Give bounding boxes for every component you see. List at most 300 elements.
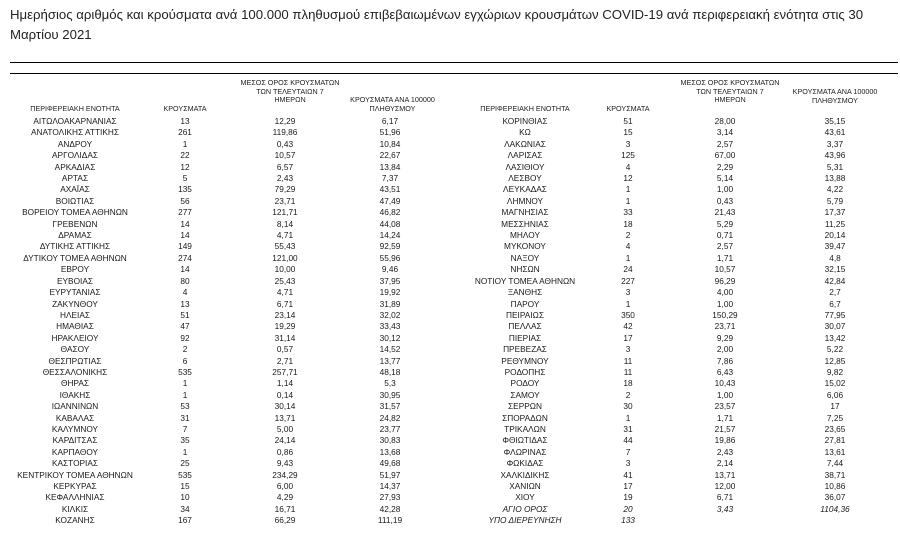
table-row (0, 196, 450, 207)
cell-avg-7-days: 6,71 (716, 492, 734, 503)
cell-cases: 125 (621, 150, 635, 161)
cell-avg-7-days: 3,14 (716, 127, 734, 138)
document-title: Ημερήσιος αριθμός και κρούσματα ανά 100.000 πληθυσμού επιβεβαιωμένων εγχώριων κρουσμάτων COVID-19 ανά περιφερειακή ενότητα στις 30 Μαρτίου 2021 (10, 7, 864, 42)
cell-unit-name: ΚΑΡΔΙΤΣΑΣ (52, 435, 98, 446)
header-per100k-right: ΚΡΟΥΣΜΑΤΑ ΑΝΑ 100000 ΠΛΗΘΥΣΜΟΥ (792, 87, 878, 105)
cell-cases: 15 (180, 481, 190, 491)
table-row (450, 219, 900, 230)
cell-cases-per-100k: 6,06 (826, 389, 844, 400)
cell-cases-per-100k: 30,07 (824, 321, 846, 332)
table-row (450, 127, 900, 138)
cell-unit-name: ΜΗΛΟΥ (510, 230, 540, 241)
cell-avg-7-days: 1,71 (716, 412, 734, 423)
cell-cases: 22 (180, 150, 190, 161)
cell-cases-per-100k: 44,08 (379, 218, 401, 229)
cell-cases: 535 (178, 366, 192, 377)
cell-cases: 12 (623, 173, 633, 184)
cell-cases: 18 (623, 378, 633, 389)
cell-avg-7-days: 12,29 (274, 116, 296, 126)
cell-avg-7-days: 1,14 (276, 378, 294, 389)
cell-unit-name: ΦΩΚΙΔΑΣ (506, 458, 544, 469)
cell-cases: 167 (178, 515, 192, 526)
cell-unit-name: ΒΟΙΩΤΙΑΣ (55, 195, 95, 206)
cell-cases: 31 (623, 423, 633, 434)
header-cases-left: ΚΡΟΥΣΜΑΤΑ (163, 104, 207, 113)
cell-avg-7-days: 21,57 (714, 423, 736, 434)
cell-avg-7-days: 1,00 (716, 184, 734, 195)
cell-unit-name: ΚΑΒΑΛΑΣ (55, 412, 95, 423)
cell-unit-name: ΠΕΙΡΑΙΩΣ (506, 309, 544, 320)
cell-cases: 1 (182, 138, 188, 149)
cell-avg-7-days: 5,14 (716, 173, 734, 184)
cell-avg-7-days: 2,57 (716, 138, 734, 149)
cell-avg-7-days: 4,00 (716, 287, 734, 298)
cell-avg-7-days: 6,43 (716, 366, 734, 377)
cell-unit-name: ΤΡΙΚΑΛΩΝ (504, 423, 546, 434)
cell-cases-per-100k: 14,52 (379, 344, 401, 355)
cell-cases-per-100k: 5,31 (826, 161, 844, 172)
cell-avg-7-days: 23,14 (274, 309, 296, 320)
cell-unit-name: ΜΑΓΝΗΣΙΑΣ (501, 207, 549, 218)
cell-unit-name: ΘΕΣΣΑΛΟΝΙΚΗΣ (42, 366, 108, 377)
header-per100k-left: ΚΡΟΥΣΜΑΤΑ ΑΝΑ 100000 ΠΛΗΘΥΣΜΟΥ (350, 95, 435, 113)
cell-unit-name: ΑΡΚΑΔΙΑΣ (54, 161, 96, 172)
table-row (0, 333, 450, 344)
cell-cases: 41 (623, 469, 633, 480)
cell-avg-7-days: 23,71 (714, 321, 736, 332)
cell-unit-name: ΡΟΔΟΥ (510, 378, 540, 389)
cell-avg-7-days: 23,57 (714, 401, 736, 412)
table-row (0, 162, 450, 173)
cell-unit-name: ΧΑΝΙΩΝ (509, 481, 541, 491)
table-row (0, 424, 450, 435)
cell-cases-per-100k: 31,89 (379, 298, 401, 309)
table-row (0, 504, 450, 515)
cell-avg-7-days: 121,00 (272, 252, 298, 263)
cell-cases-per-100k: 7,44 (826, 458, 844, 469)
cell-cases: 13 (180, 116, 190, 126)
cell-unit-name: ΠΙΕΡΙΑΣ (508, 332, 542, 343)
table-row (0, 344, 450, 355)
table-row (0, 299, 450, 310)
cell-unit-name: ΛΕΥΚΑΔΑΣ (503, 184, 547, 195)
cell-cases-per-100k: 33,43 (379, 321, 401, 332)
cell-cases-per-100k: 32,02 (379, 309, 401, 320)
cell-cases: 14 (180, 230, 190, 241)
cell-unit-name: ΘΑΣΟΥ (60, 344, 90, 355)
cell-cases-per-100k: 5,22 (826, 344, 844, 355)
cell-unit-name: ΠΑΡΟΥ (510, 298, 540, 309)
cell-cases-per-100k: 4,22 (826, 184, 844, 195)
cell-cases-per-100k: 43,96 (824, 150, 846, 161)
cell-unit-name: ΧΑΛΚΙΔΙΚΗΣ (500, 469, 550, 480)
cell-avg-7-days: 9,29 (716, 332, 734, 343)
cell-avg-7-days: 0,43 (716, 195, 734, 206)
cell-avg-7-days: 19,86 (714, 435, 736, 446)
cell-unit-name: ΙΩΑΝΝΙΝΩΝ (51, 401, 99, 412)
cell-cases: 2 (625, 389, 631, 400)
cell-cases-per-100k: 49,68 (379, 458, 401, 469)
cell-avg-7-days: 79,29 (274, 184, 296, 195)
table-row (450, 378, 900, 389)
cell-cases-per-100k: 51,97 (379, 469, 401, 480)
cell-unit-name: ΛΑΣΙΘΙΟΥ (505, 161, 545, 172)
table-row (0, 207, 450, 218)
table-row (0, 241, 450, 252)
cell-unit-name: ΛΗΜΝΟΥ (506, 195, 544, 206)
cell-unit-name: ΠΡΕΒΕΖΑΣ (503, 344, 547, 355)
table-row (0, 310, 450, 321)
cell-avg-7-days: 24,14 (274, 435, 296, 446)
cell-cases: 4 (625, 241, 631, 252)
cell-avg-7-days: 10,00 (274, 264, 296, 275)
cell-unit-name: ΗΛΕΙΑΣ (59, 309, 91, 320)
cell-avg-7-days: 31,14 (274, 332, 296, 343)
cell-avg-7-days: 234,29 (272, 469, 298, 480)
cell-cases-per-100k: 13,77 (379, 355, 401, 366)
cell-cases: 20 (623, 503, 633, 514)
cell-unit-name: ΑΧΑΪΑΣ (60, 184, 90, 195)
cell-avg-7-days: 2,43 (276, 173, 294, 184)
cell-unit-name: ΔΥΤΙΚΗΣ ΑΤΤΙΚΗΣ (39, 241, 111, 252)
table-row (0, 184, 450, 195)
cell-cases-per-100k: 47,49 (379, 195, 401, 206)
cell-cases: 12 (180, 161, 190, 172)
cell-cases: 3 (625, 458, 631, 469)
cell-cases-per-100k: 77,95 (824, 309, 846, 320)
cell-unit-name: ΚΩ (519, 127, 531, 138)
cell-cases: 274 (178, 252, 192, 263)
cell-avg-7-days: 150,29 (712, 309, 738, 320)
cell-unit-name: ΦΛΩΡΙΝΑΣ (503, 446, 547, 457)
cell-unit-name: ΦΘΙΩΤΙΔΑΣ (502, 435, 548, 446)
table-row (0, 447, 450, 458)
cell-cases-per-100k: 46,82 (379, 207, 401, 218)
table-row (450, 264, 900, 275)
table-row (450, 401, 900, 412)
cell-cases-per-100k: 10,86 (824, 481, 846, 491)
cell-cases: 18 (623, 218, 633, 229)
cell-cases-per-100k: 1104,36 (820, 503, 850, 514)
cell-cases: 80 (180, 275, 190, 286)
table-row (450, 241, 900, 252)
cell-cases-per-100k: 43,61 (824, 127, 846, 138)
top-rule (10, 62, 898, 63)
cell-unit-name: ΔΥΤΙΚΟΥ ΤΟΜΕΑ ΑΘΗΝΩΝ (23, 252, 127, 263)
table-row (450, 173, 900, 184)
cell-unit-name: ΣΑΜΟΥ (510, 389, 540, 400)
cell-unit-name: ΛΑΡΙΣΑΣ (507, 150, 543, 161)
cell-cases: 53 (180, 401, 190, 412)
table-row (0, 390, 450, 401)
cell-avg-7-days: 23,71 (274, 195, 296, 206)
cell-unit-name: ΣΠΟΡΑΔΩΝ (502, 412, 548, 423)
cell-cases-per-100k: 6,7 (829, 298, 841, 309)
cell-cases: 3 (625, 138, 631, 149)
cell-cases-per-100k: 11,25 (824, 218, 846, 229)
cell-cases-per-100k: 5,79 (826, 195, 844, 206)
cell-cases-per-100k: 27,81 (824, 435, 846, 446)
cell-cases-per-100k: 42,28 (379, 503, 401, 514)
cell-cases-per-100k: 30,12 (379, 332, 401, 343)
table-row (450, 470, 900, 481)
table-row (450, 504, 900, 515)
table-row (0, 356, 450, 367)
table-row (0, 435, 450, 446)
cell-cases-per-100k: 36,07 (824, 492, 846, 503)
cell-cases: 149 (178, 241, 192, 252)
cell-cases-per-100k: 14,24 (379, 230, 401, 241)
cell-cases: 3 (625, 287, 631, 298)
cell-unit-name: ΝΗΣΩΝ (510, 264, 540, 275)
cell-cases: 19 (623, 492, 633, 503)
cell-cases: 15 (623, 127, 633, 138)
cell-avg-7-days: 3,43 (716, 503, 734, 514)
cell-cases: 3 (625, 344, 631, 355)
header-cases-right: ΚΡΟΥΣΜΑΤΑ (606, 104, 650, 113)
table-row (0, 116, 450, 127)
cell-avg-7-days: 2,00 (716, 344, 734, 355)
cell-unit-name: ΕΥΡΥΤΑΝΙΑΣ (49, 287, 101, 298)
cell-avg-7-days: 10,57 (714, 264, 736, 275)
cell-unit-name: ΑΝΑΤΟΛΙΚΗΣ ΑΤΤΙΚΗΣ (30, 127, 120, 138)
cell-cases: 92 (180, 332, 190, 343)
cell-cases-per-100k: 38,71 (824, 469, 846, 480)
cell-unit-name: ΚΑΣΤΟΡΙΑΣ (51, 458, 99, 469)
table-row (450, 116, 900, 127)
cell-cases-per-100k: 35,15 (824, 116, 846, 126)
cell-avg-7-days: 96,29 (714, 275, 736, 286)
table-row (0, 378, 450, 389)
table-row (450, 424, 900, 435)
table-row (450, 367, 900, 378)
table-row (0, 219, 450, 230)
cell-cases: 2 (182, 344, 188, 355)
table-row (450, 413, 900, 424)
cell-unit-name: ΑΡΤΑΣ (61, 173, 89, 184)
table-row (450, 344, 900, 355)
table-row (450, 196, 900, 207)
cell-cases: 51 (623, 116, 633, 126)
cell-avg-7-days: 25,43 (274, 275, 296, 286)
cell-avg-7-days: 67,00 (714, 150, 736, 161)
cell-avg-7-days: 19,29 (274, 321, 296, 332)
cell-avg-7-days: 16,71 (274, 503, 296, 514)
table-row (450, 150, 900, 161)
cell-unit-name: ΒΟΡΕΙΟΥ ΤΟΜΕΑ ΑΘΗΝΩΝ (22, 207, 128, 218)
cell-unit-name: ΔΡΑΜΑΣ (58, 230, 92, 241)
cell-cases: 47 (180, 321, 190, 332)
table-row (450, 276, 900, 287)
cell-cases-per-100k: 5,3 (384, 378, 396, 389)
cell-cases-per-100k: 39,47 (824, 241, 846, 252)
cell-cases-per-100k: 3,37 (826, 138, 844, 149)
cell-cases-per-100k: 15,02 (824, 378, 846, 389)
cell-avg-7-days: 13,71 (274, 412, 296, 423)
cell-unit-name: ΚΑΛΥΜΝΟΥ (51, 423, 99, 434)
table-row (450, 515, 900, 526)
cell-avg-7-days: 4,71 (276, 287, 294, 298)
table-row (450, 253, 900, 264)
cell-cases: 25 (180, 458, 190, 469)
cell-cases-per-100k: 43,51 (379, 184, 401, 195)
cell-cases: 51 (180, 309, 190, 320)
cell-unit-name: ΚΟΡΙΝΘΙΑΣ (502, 116, 548, 126)
cell-cases-per-100k: 24,82 (379, 412, 401, 423)
cell-cases: 1 (182, 446, 188, 457)
cell-avg-7-days: 2,29 (716, 161, 734, 172)
cell-unit-name: ΕΒΡΟΥ (60, 264, 90, 275)
table-row (450, 310, 900, 321)
cell-unit-name: ΣΕΡΡΩΝ (508, 401, 542, 412)
table-row (0, 276, 450, 287)
table-row (0, 253, 450, 264)
cell-avg-7-days: 0,71 (716, 230, 734, 241)
table-row (450, 287, 900, 298)
cell-avg-7-days: 1,00 (716, 298, 734, 309)
cell-unit-name: ΓΡΕΒΕΝΩΝ (52, 218, 98, 229)
cell-cases-per-100k: 6,17 (381, 116, 399, 126)
cell-cases: 30 (623, 401, 633, 412)
cell-cases: 44 (623, 435, 633, 446)
cell-unit-name: ΖΑΚΥΝΘΟΥ (52, 298, 98, 309)
cell-cases: 1 (182, 389, 188, 400)
cell-cases-per-100k: 23,77 (379, 423, 401, 434)
cell-unit-name: ΑΝΔΡΟΥ (57, 138, 93, 149)
cell-cases: 227 (621, 275, 635, 286)
table-row (0, 127, 450, 138)
cell-cases-per-100k: 13,42 (824, 332, 846, 343)
cell-avg-7-days: 1,71 (716, 252, 734, 263)
cell-cases: 5 (182, 173, 188, 184)
cell-cases-per-100k: 10,84 (379, 138, 401, 149)
cell-cases: 14 (180, 264, 190, 275)
cell-avg-7-days: 119,86 (272, 127, 298, 138)
table-row (450, 230, 900, 241)
table-row (0, 173, 450, 184)
table-row (0, 139, 450, 150)
cell-cases-per-100k: 22,67 (379, 150, 401, 161)
second-rule (10, 73, 898, 74)
cell-cases-per-100k: 7,25 (826, 412, 844, 423)
cell-unit-name: ΘΕΣΠΡΩΤΙΑΣ (48, 355, 102, 366)
cell-unit-name: ΜΥΚΟΝΟΥ (504, 241, 546, 252)
cell-cases-per-100k: 37,95 (379, 275, 401, 286)
table-row (450, 492, 900, 503)
cell-unit-name: ΚΕΝΤΡΙΚΟΥ ΤΟΜΕΑ ΑΘΗΝΩΝ (17, 469, 133, 480)
cell-cases-per-100k: 30,95 (379, 389, 401, 400)
table-row (450, 447, 900, 458)
cell-avg-7-days: 0,86 (276, 446, 294, 457)
cell-avg-7-days: 1,00 (716, 389, 734, 400)
cell-unit-name: ΛΕΣΒΟΥ (508, 173, 542, 184)
cell-cases-per-100k: 20,14 (824, 230, 846, 241)
cell-avg-7-days: 8,14 (276, 218, 294, 229)
cell-cases-per-100k: 12,85 (824, 355, 846, 366)
cell-avg-7-days: 6,00 (276, 481, 294, 491)
cell-cases-per-100k: 2,7 (829, 287, 841, 298)
cell-cases: 17 (623, 332, 633, 343)
cell-unit-name: ΛΑΚΩΝΙΑΣ (504, 138, 546, 149)
cell-cases: 7 (625, 446, 631, 457)
cell-cases: 17 (623, 481, 633, 491)
cell-avg-7-days: 21,43 (714, 207, 736, 218)
header-avg-left: ΜΕΣΟΣ ΟΡΟΣ ΚΡΟΥΣΜΑΤΩΝ ΤΩΝ ΤΕΛΕΥΤΑΙΩΝ 7 ΗΜΕΡΩΝ (240, 78, 340, 104)
table-row (450, 458, 900, 469)
cell-avg-7-days: 12,00 (714, 481, 736, 491)
cell-unit-name: ΑΡΓΟΛΙΔΑΣ (52, 150, 98, 161)
cell-cases-per-100k: 55,96 (379, 252, 401, 263)
table-row (450, 162, 900, 173)
cell-cases: 7 (182, 423, 188, 434)
cell-unit-name: ΚΙΛΚΙΣ (61, 503, 89, 514)
cell-cases: 4 (625, 161, 631, 172)
cell-cases: 261 (178, 127, 192, 138)
table-row (450, 139, 900, 150)
table-row (450, 207, 900, 218)
table-row (0, 413, 450, 424)
cell-unit-name: ΜΕΣΣΗΝΙΑΣ (501, 218, 549, 229)
cell-cases: 1 (625, 298, 631, 309)
cell-avg-7-days: 0,57 (276, 344, 294, 355)
table-row (0, 287, 450, 298)
cell-cases: 2 (625, 230, 631, 241)
table-row (0, 150, 450, 161)
cell-avg-7-days: 7,86 (716, 355, 734, 366)
table-row (450, 184, 900, 195)
cell-cases: 33 (623, 207, 633, 218)
cell-cases: 1 (625, 195, 631, 206)
table-row (0, 367, 450, 378)
cell-avg-7-days: 2,43 (716, 446, 734, 457)
cell-avg-7-days: 28,00 (714, 116, 736, 126)
table-row (450, 356, 900, 367)
cell-cases: 133 (621, 515, 635, 526)
cell-avg-7-days: 13,71 (714, 469, 736, 480)
cell-unit-name: ΧΙΟΥ (515, 492, 535, 503)
cell-cases-per-100k: 13,88 (824, 173, 846, 184)
cell-unit-name: ΗΡΑΚΛΕΙΟΥ (51, 332, 99, 343)
cell-avg-7-days: 2,71 (276, 355, 294, 366)
cell-unit-name: ΚΑΡΠΑΘΟΥ (51, 446, 99, 457)
cell-cases-per-100k: 9,46 (381, 264, 399, 275)
cell-cases: 42 (623, 321, 633, 332)
cell-avg-7-days: 6,57 (276, 161, 294, 172)
cell-cases: 31 (180, 412, 190, 423)
cell-unit-name: ΗΜΑΘΙΑΣ (56, 321, 94, 332)
cell-cases-per-100k: 42,84 (824, 275, 846, 286)
cell-cases: 10 (180, 492, 190, 503)
cell-cases-per-100k: 9,82 (826, 366, 844, 377)
cell-cases-per-100k: 17,37 (824, 207, 846, 218)
table-row (0, 401, 450, 412)
cell-unit-name: ΑΙΤΩΛΟΑΚΑΡΝΑΝΙΑΣ (33, 116, 117, 126)
cell-avg-7-days: 10,57 (274, 150, 296, 161)
cell-avg-7-days: 9,43 (276, 458, 294, 469)
cell-cases-per-100k: 13,68 (379, 446, 401, 457)
cell-unit-name: ΚΕΦΑΛΛΗΝΙΑΣ (45, 492, 105, 503)
cell-unit-name: ΘΗΡΑΣ (60, 378, 90, 389)
cell-unit-name: ΠΕΛΛΑΣ (508, 321, 542, 332)
table-row (0, 515, 450, 526)
cell-cases-per-100k: 30,83 (379, 435, 401, 446)
cell-cases-per-100k: 7,37 (381, 173, 399, 184)
cell-cases: 135 (178, 184, 192, 195)
cell-cases-per-100k: 13,61 (824, 446, 846, 457)
cell-cases: 1 (182, 378, 188, 389)
table-row (450, 333, 900, 344)
left-table (0, 116, 450, 527)
